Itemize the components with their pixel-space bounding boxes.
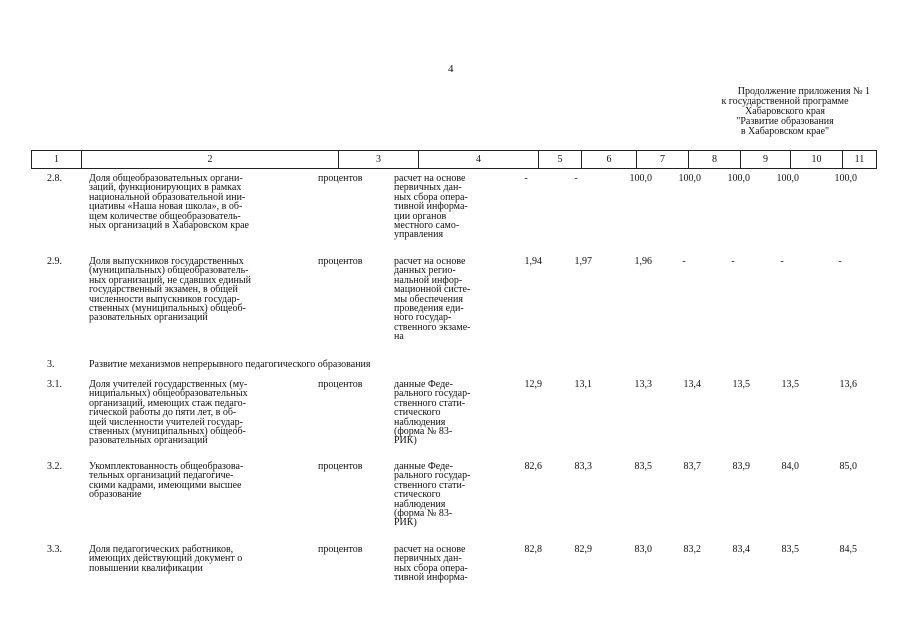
header-cell-11: 11 xyxy=(842,151,877,168)
appendix-line-5: в Хабаровском крае" xyxy=(740,126,830,137)
indicator-name-line: повышении квалификации xyxy=(89,562,203,574)
indicator-name-line: Развитие механизмов непрерывного педагогического образования xyxy=(89,359,371,370)
data-source-line: (форма № 83- xyxy=(394,426,453,438)
unit-of-measure: процентов xyxy=(318,461,363,472)
value-col-9: 83,9 xyxy=(732,461,750,472)
row-number: 3.2. xyxy=(47,461,62,472)
data-source-line: данные Феде- xyxy=(394,461,453,472)
indicator-name xyxy=(89,545,304,573)
unit-of-measure: процентов xyxy=(318,379,363,390)
value-col-9: 83,4 xyxy=(732,544,750,555)
value-col-11: 84,5 xyxy=(839,544,857,555)
data-source-line: рального государ- xyxy=(394,470,471,482)
data-source-line: (форма № 83- xyxy=(394,508,453,520)
data-source-line: нальной инфор- xyxy=(394,274,463,286)
data-source-line: ственного экзаме- xyxy=(394,321,471,333)
header-cell-4: 4 xyxy=(418,151,538,168)
data-source-line: наблюдения xyxy=(394,498,446,510)
indicator-name-line: национальной образовательной ини- xyxy=(89,191,246,203)
indicator-name xyxy=(89,257,304,323)
row-number: 2.8. xyxy=(47,173,62,184)
value-col-10: 100,0 xyxy=(776,173,799,184)
value-col-11: 13,6 xyxy=(839,379,857,390)
value-col-10: - xyxy=(780,256,784,267)
value-col-10: 83,5 xyxy=(781,544,799,555)
indicator-name-line: ственных (муниципальных) общеоб- xyxy=(89,426,246,438)
indicator-name-line: государственный экзамен, в общей xyxy=(89,284,238,296)
header-cell-7: 7 xyxy=(636,151,688,168)
indicator-name-line: ных организаций, не сдавших единый xyxy=(89,274,251,286)
value-col-5: 82,8 xyxy=(524,544,542,555)
value-col-8: 83,2 xyxy=(683,544,701,555)
indicator-name-line: Доля выпускников государственных xyxy=(89,256,244,267)
value-col-7: 1,96 xyxy=(634,256,652,267)
indicator-name-line: образование xyxy=(89,489,142,501)
data-source-line: наблюдения xyxy=(394,416,446,428)
data-source-line: РИК) xyxy=(394,435,417,447)
indicator-name-line: Укомплектованность общеобразова- xyxy=(89,461,244,472)
data-source-line: ного государ- xyxy=(394,312,452,324)
header-cell-8: 8 xyxy=(688,151,740,168)
appendix-line-4: "Развитие образования xyxy=(736,116,834,127)
indicator-name xyxy=(89,462,304,500)
appendix-caption xyxy=(690,87,880,137)
indicator-name-line: имеющих действующий документ о xyxy=(89,553,243,565)
data-source-line: данных регио- xyxy=(394,265,456,277)
data-source xyxy=(394,380,504,446)
row-number: 3.1. xyxy=(47,379,62,390)
value-col-5: 12,9 xyxy=(524,379,542,390)
data-source-line: ственного стати- xyxy=(394,397,466,409)
indicator-name-line: Доля общеобразовательных органи- xyxy=(89,173,243,184)
value-col-7: 83,0 xyxy=(634,544,652,555)
indicator-name xyxy=(89,360,469,369)
header-cell-5: 5 xyxy=(538,151,581,168)
value-col-6: 83,3 xyxy=(574,461,592,472)
indicator-name-line: гической работы до пяти лет, в об- xyxy=(89,407,237,419)
indicator-name-line: циативы «Наша новая школа», в об- xyxy=(89,201,243,213)
appendix-line-3: Хабаровского края xyxy=(745,106,825,117)
header-cell-10: 10 xyxy=(790,151,842,168)
indicator-name-line: организаций, имеющих стаж педаго- xyxy=(89,397,246,409)
value-col-9: 100,0 xyxy=(727,173,750,184)
data-source xyxy=(394,174,504,240)
indicator-name-line: разовательных организаций xyxy=(89,312,208,324)
data-source-line: ных сбора опера- xyxy=(394,191,468,203)
value-col-6: 1,97 xyxy=(574,256,592,267)
indicator-name-line: ственных (муниципальных) общеоб- xyxy=(89,303,246,315)
header-cell-1: 1 xyxy=(31,151,81,168)
indicator-name-line: (муниципальных) общеобразователь- xyxy=(89,265,249,277)
data-source-line: стического xyxy=(394,489,441,501)
data-source-line: ции органов xyxy=(394,210,447,222)
value-col-6: 82,9 xyxy=(574,544,592,555)
indicator-name-line: щей численности учителей государ- xyxy=(89,416,243,428)
indicator-name-line: Доля педагогических работников, xyxy=(89,544,234,555)
data-source-line: тивной информа- xyxy=(394,201,468,213)
appendix-line-2: к государственной программе xyxy=(721,96,849,107)
value-col-8: 13,4 xyxy=(683,379,701,390)
indicator-name-line: численности выпускников государ- xyxy=(89,293,240,305)
indicator-name-line: разовательных организаций xyxy=(89,435,208,447)
value-col-7: 13,3 xyxy=(634,379,652,390)
indicator-name xyxy=(89,380,304,446)
value-col-11: 85,0 xyxy=(839,461,857,472)
value-col-11: 100,0 xyxy=(834,173,857,184)
value-col-5: 82,6 xyxy=(524,461,542,472)
data-source xyxy=(394,462,504,528)
header-cell-6: 6 xyxy=(581,151,636,168)
data-source-line: расчет на основе xyxy=(394,256,466,267)
data-source-line: управления xyxy=(394,229,444,241)
data-source-line: первичных дан- xyxy=(394,182,462,194)
value-col-6: 13,1 xyxy=(574,379,592,390)
value-col-8: 100,0 xyxy=(678,173,701,184)
value-col-9: 13,5 xyxy=(732,379,750,390)
data-source-line: стического xyxy=(394,407,441,419)
value-col-6: - xyxy=(574,173,578,184)
data-source xyxy=(394,257,504,342)
data-source-line: ных сбора опера- xyxy=(394,562,468,574)
value-col-10: 13,5 xyxy=(781,379,799,390)
indicator-name-line: заций, функционирующих в рамках xyxy=(89,182,242,194)
data-source-line: местного само- xyxy=(394,220,460,232)
data-source xyxy=(394,545,504,583)
indicator-name-line: щем количестве общеобразователь- xyxy=(89,210,241,222)
data-source-line: расчет на основе xyxy=(394,544,466,555)
indicator-name-line: тельных организаций педагогиче- xyxy=(89,470,234,482)
indicator-name-line: Доля учителей государственных (му- xyxy=(89,379,248,390)
value-col-5: 1,94 xyxy=(524,256,542,267)
data-source-line: расчет на основе xyxy=(394,173,466,184)
data-source-line: рального государ- xyxy=(394,388,471,400)
value-col-5: - xyxy=(524,173,528,184)
row-number: 2.9. xyxy=(47,256,62,267)
data-source-line: проведения еди- xyxy=(394,303,464,315)
value-col-9: - xyxy=(731,256,735,267)
data-source-line: на xyxy=(394,331,404,343)
indicator-name xyxy=(89,174,304,230)
data-source-line: ственного стати- xyxy=(394,479,466,491)
data-source-line: мы обеспечения xyxy=(394,293,463,305)
row-number: 3.3. xyxy=(47,544,62,555)
value-col-11: - xyxy=(838,256,842,267)
data-source-line: данные Феде- xyxy=(394,379,453,390)
value-col-10: 84,0 xyxy=(781,461,799,472)
appendix-line-1: Продолжение приложения № 1 xyxy=(737,86,870,97)
header-cell-2: 2 xyxy=(81,151,338,168)
header-cell-3: 3 xyxy=(338,151,418,168)
unit-of-measure: процентов xyxy=(318,544,363,555)
row-number: 3. xyxy=(47,359,55,370)
page-number: 4 xyxy=(448,63,454,75)
table-header xyxy=(31,150,877,169)
value-col-8: 83,7 xyxy=(683,461,701,472)
indicator-name-line: ных организаций в Хабаровском крае xyxy=(89,220,249,232)
value-col-8: - xyxy=(682,256,686,267)
data-source-line: тивной информа- xyxy=(394,572,468,584)
value-col-7: 100,0 xyxy=(629,173,652,184)
data-source-line: мационной систе- xyxy=(394,284,471,296)
unit-of-measure: процентов xyxy=(318,256,363,267)
data-source-line: первичных дан- xyxy=(394,553,462,565)
value-col-7: 83,5 xyxy=(634,461,652,472)
data-source-line: РИК) xyxy=(394,517,417,529)
header-cell-9: 9 xyxy=(740,151,790,168)
indicator-name-line: скими кадрами, имеющими высшее xyxy=(89,479,242,491)
indicator-name-line: ниципальных) общеобразовательных xyxy=(89,388,248,400)
unit-of-measure: процентов xyxy=(318,173,363,184)
